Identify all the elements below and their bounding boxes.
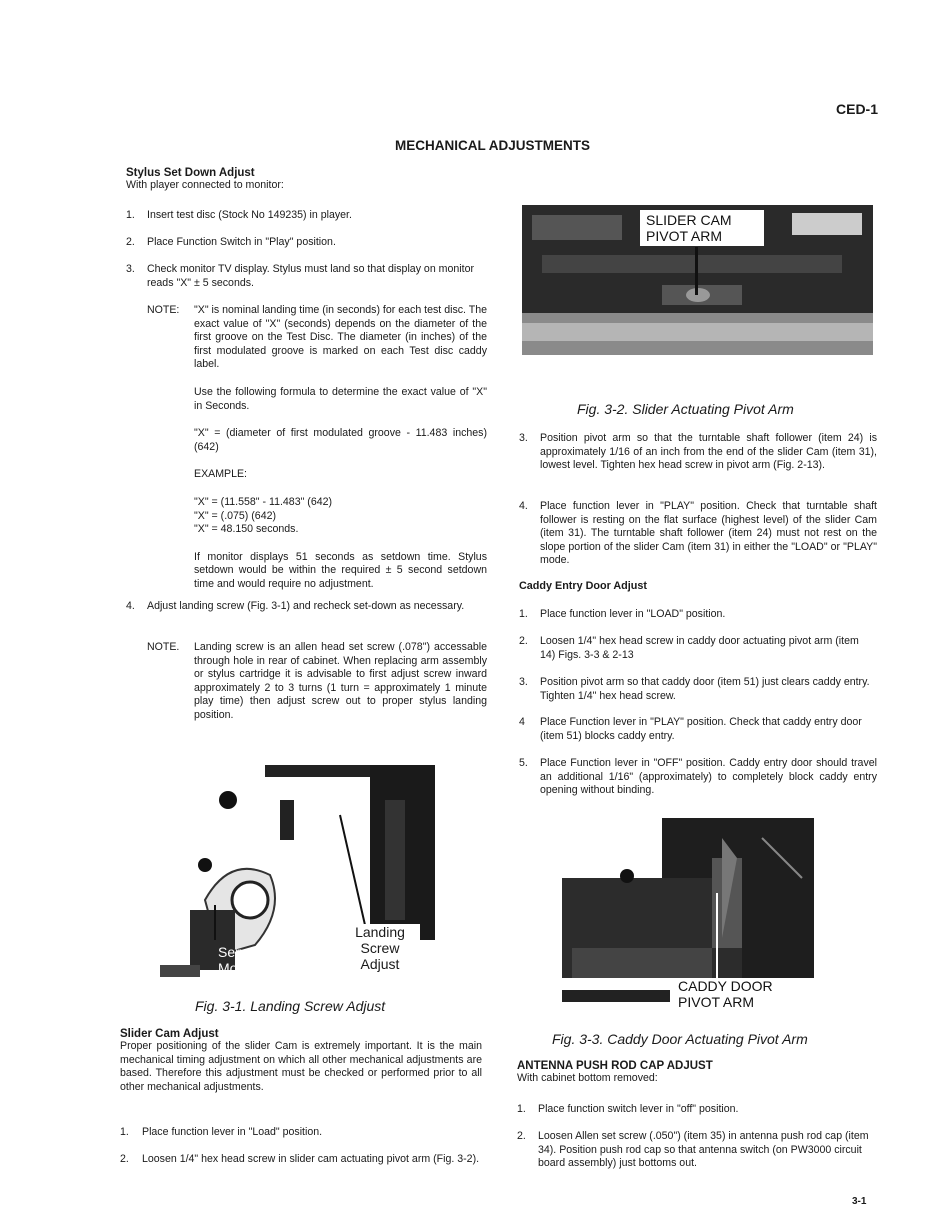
step-text: Loosen 1/4" hex head screw in slider cam actuating pivot arm (Fig. 3-2).: [142, 1153, 480, 1165]
note-label: NOTE.: [147, 641, 180, 653]
step-number: 1.: [519, 608, 528, 620]
slider-body: Proper positioning of the slider Cam is extremely important. It is the main mechanical timing adjustment on which all other mechanical adjustments are based. Therefore this adjustment must be checked or performed prior to all other mechanical adjustments.: [120, 1040, 482, 1093]
step-text: Place Function lever in "PLAY" position. Check that caddy entry door (item 51) blocks caddy entry.: [540, 716, 862, 742]
fig-3-3-caption: Fig. 3-3. Caddy Door Actuating Pivot Arm: [552, 1031, 808, 1047]
caddy-step-4: [519, 716, 877, 743]
example-label: EXAMPLE:: [194, 468, 247, 481]
step-number: 3.: [519, 432, 528, 444]
step-text: Position pivot arm so that caddy door (item 51) just clears caddy entry. Tighten 1/4" hex head screw.: [540, 676, 870, 702]
step-text: Place function switch lever in "off" position.: [538, 1103, 739, 1115]
stylus-heading: Stylus Set Down Adjust: [126, 167, 255, 179]
step-number: 2.: [120, 1153, 129, 1165]
step-text: Loosen Allen set screw (.050") (item 35) in antenna push rod cap (item 34). Position push rod cap so that antenna switch (on PW3000 circuit board assembly) just bottoms out.: [538, 1130, 869, 1170]
step-number: 1.: [517, 1103, 526, 1115]
right-step-4: [519, 500, 877, 568]
caddy-step-1: [519, 608, 877, 622]
step-text: Place Function lever in "OFF" position. Caddy entry door should travel an additional 1/16" (approximately) to completely block caddy entry opening without binding.: [540, 757, 877, 797]
fig-3-3-photo: [562, 818, 814, 1013]
slider-cam-label: SLIDER CAM PIVOT ARM: [640, 210, 764, 246]
slider-step-1: [120, 1126, 482, 1140]
stylus-note: [147, 304, 487, 592]
step-number: 4.: [519, 500, 528, 512]
stylus-note-2: [147, 641, 487, 723]
caddy-step-5: [519, 757, 877, 798]
antenna-section: [517, 1060, 877, 1086]
step-text: Place Function Switch in "Play" position.: [147, 236, 336, 248]
page-number: 3-1: [852, 1196, 867, 1207]
step-number: 3.: [519, 676, 528, 688]
landing-screw-label: Landing Screw Adjust: [340, 924, 420, 972]
fig-3-1-caption: Fig. 3-1. Landing Screw Adjust: [195, 998, 386, 1014]
step-number: 2.: [126, 236, 135, 248]
example-line: "X" = (11.558" - 11.483" (642): [194, 495, 333, 508]
fig-3-1-photo: [160, 760, 445, 985]
example-line: "X" = 48.150 seconds.: [194, 523, 299, 536]
fig-3-2-photo: [522, 205, 873, 355]
pointer-arrow: [695, 247, 698, 295]
stylus-section: [126, 167, 488, 193]
step-number: 5.: [519, 757, 528, 769]
step-text: Adjust landing screw (Fig. 3-1) and recheck set-down as necessary.: [147, 600, 465, 612]
step-number: 4.: [126, 600, 135, 612]
page-title: MECHANICAL ADJUSTMENTS: [395, 138, 591, 153]
step-text: Place function lever in "LOAD" position.: [540, 608, 726, 620]
right-step-3: [519, 432, 877, 473]
step-text: Check monitor TV display. Stylus must land so that display on monitor reads "X" ± 5 seconds.: [147, 263, 474, 289]
stylus-step-2: [126, 236, 488, 250]
formula: "X" = (diameter of first modulated groove - 11.483 inches) (642): [194, 427, 487, 453]
caddy-step-3: [519, 676, 877, 703]
step-number: 4: [519, 716, 525, 728]
step-text: Loosen 1/4" hex head screw in caddy door actuating pivot arm (item 14) Figs. 3-3 & 2-13: [540, 635, 859, 661]
step-text: Position pivot arm so that the turntable shaft follower (item 24) is approximately 1/16 of an inch from the end of the slider Cam (item 31), lowest level. Tighten hex head screw in pivot arm (Fig. 2-13).: [540, 432, 877, 472]
antenna-intro: With cabinet bottom removed:: [517, 1072, 658, 1084]
caddy-step-2: [519, 635, 877, 662]
step-text: Place function lever in "Load" position.: [142, 1126, 323, 1138]
antenna-heading: ANTENNA PUSH ROD CAP ADJUST: [517, 1060, 713, 1072]
step-text: Insert test disc (Stock No 149235) in player.: [147, 209, 352, 221]
note-paragraph-1: "X" is nominal landing time (in seconds) for each test disc. The exact value of "X" (seconds) depends on the diameter of the first groove on the Test Disc. The diameter (in inches) of the first modulated groove is marked on each Test disc caddy label.: [194, 304, 487, 371]
note-label: NOTE:: [147, 304, 180, 316]
slider-step-2: [120, 1153, 482, 1167]
step-number: 2.: [519, 635, 528, 647]
stylus-step-3: [126, 263, 488, 290]
slider-section: [120, 1028, 482, 1094]
step-number: 3.: [126, 263, 135, 275]
caddy-door-label: CADDY DOOR PIVOT ARM: [674, 978, 792, 1010]
caddy-heading: Caddy Entry Door Adjust: [519, 580, 647, 592]
note-paragraph-3: If monitor displays 51 seconds as setdown time. Stylus setdown would be within the required ± 5 second setdown time and would require no adjustment.: [194, 550, 487, 590]
step-text: Place function lever in "PLAY" position. Check that turntable shaft follower is resting on the flat surface (highest level) of the slider Cam (item 31). The turntable shaft follower (item 24) must not rest on the slope portion of the slider Cam (item 31) in either the "LOAD" or "PLAY" mode.: [540, 500, 877, 567]
fig-3-2-caption: Fig. 3-2. Slider Actuating Pivot Arm: [577, 401, 794, 417]
slider-heading: Slider Cam Adjust: [120, 1028, 219, 1040]
servo-motor-label: Servo Motor: [218, 944, 255, 976]
stylus-intro: With player connected to monitor:: [126, 179, 284, 191]
step-number: 1.: [120, 1126, 129, 1138]
stylus-step-1: [126, 209, 488, 223]
note-text: Landing screw is an allen head set screw (.078") accessable through hole in rear of cabinet. When replacing arm assembly or stylus cartridge it is advisable to first adjust screw inward approximately 2 to 3 turns (1 turn = approximately 1 minute play time) then adjust screw out to proper stylus landing position.: [194, 641, 487, 721]
note-paragraph-2: Use the following formula to determine the exact value of "X" in Seconds.: [194, 385, 487, 412]
doc-code: CED-1: [836, 101, 879, 117]
example-line: "X" = (.075) (642): [194, 509, 277, 522]
antenna-step-2: [517, 1130, 877, 1171]
step-number: 1.: [126, 209, 135, 221]
step-number: 2.: [517, 1130, 526, 1142]
stylus-step-4: [126, 600, 488, 614]
antenna-step-1: [517, 1103, 877, 1117]
